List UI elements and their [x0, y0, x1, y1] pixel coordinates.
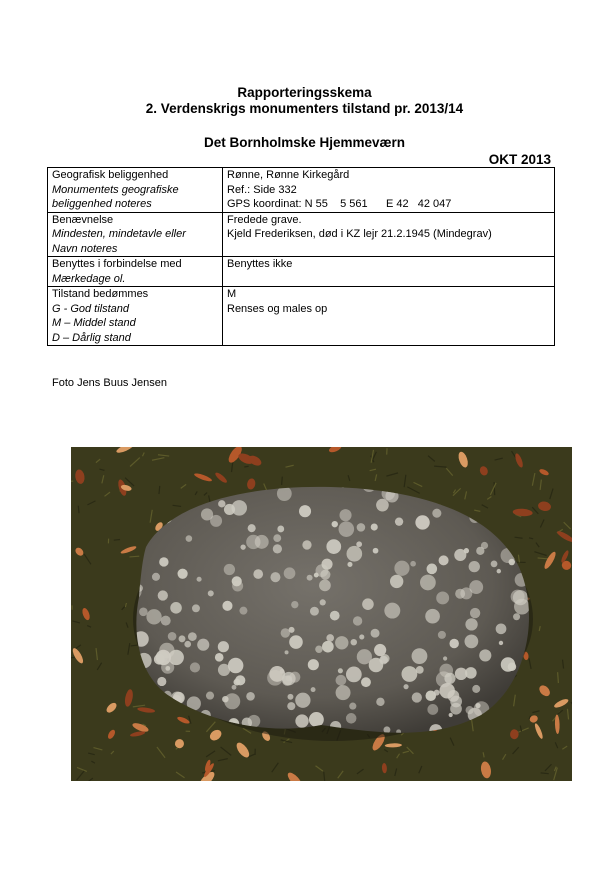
row-value: Rønne, Rønne Kirkegård	[227, 169, 350, 181]
report-date: OKT 2013	[488, 152, 551, 167]
row-hint: Monumentets geografiske	[52, 183, 179, 196]
photo-caption: Foto Jens Buus Jensen	[52, 377, 167, 389]
row-hint: beliggenhed noteres	[52, 198, 152, 210]
table-row	[48, 257, 555, 287]
row-value-cell	[223, 287, 555, 346]
row-hint: G - God tilstand	[52, 302, 130, 315]
report-title: Rapporteringsskema	[237, 85, 372, 100]
row-label: Benyttes i forbindelse med	[52, 258, 182, 270]
table-row	[48, 212, 555, 257]
table-row	[48, 287, 555, 346]
row-label-cell	[48, 168, 223, 213]
row-hint: Mindesten, mindetavle eller	[52, 228, 186, 240]
row-value: Fredede grave.	[227, 213, 302, 226]
row-value: Renses og males op	[227, 302, 328, 315]
row-value: M	[227, 288, 237, 300]
organization-name: Det Bornholmske Hjemmeværn	[203, 135, 406, 150]
monument-photo	[71, 447, 572, 781]
row-label: Geografisk beliggenhed	[52, 169, 169, 181]
row-value-cell	[223, 212, 555, 257]
table-row	[48, 168, 555, 213]
row-value: Benyttes ikke	[227, 258, 293, 270]
row-value: Ref.: Side 332	[227, 183, 297, 196]
row-hint: Navn noteres	[52, 242, 118, 255]
row-label-cell	[48, 212, 223, 257]
report-subtitle: 2. Verdenskrigs monumenters tilstand pr. 2013/14	[145, 101, 464, 116]
row-label: Tilstand bedømmes	[52, 288, 149, 300]
row-hint: D – Dårlig stand	[52, 331, 131, 344]
row-label-cell	[48, 287, 223, 346]
row-hint: Mærkedage ol.	[52, 272, 126, 285]
report-table	[47, 167, 555, 346]
row-label: Benævnelse	[52, 213, 114, 226]
row-value-cell	[223, 257, 555, 287]
row-label-cell	[48, 257, 223, 287]
row-value: GPS koordinat: N 55 5 561 E 42 42 047	[227, 198, 452, 210]
row-value-cell	[223, 168, 555, 213]
row-hint: M – Middel stand	[52, 317, 136, 329]
row-value: Kjeld Frederiksen, død i KZ lejr 21.2.1945 (Mindegrav)	[227, 228, 492, 240]
